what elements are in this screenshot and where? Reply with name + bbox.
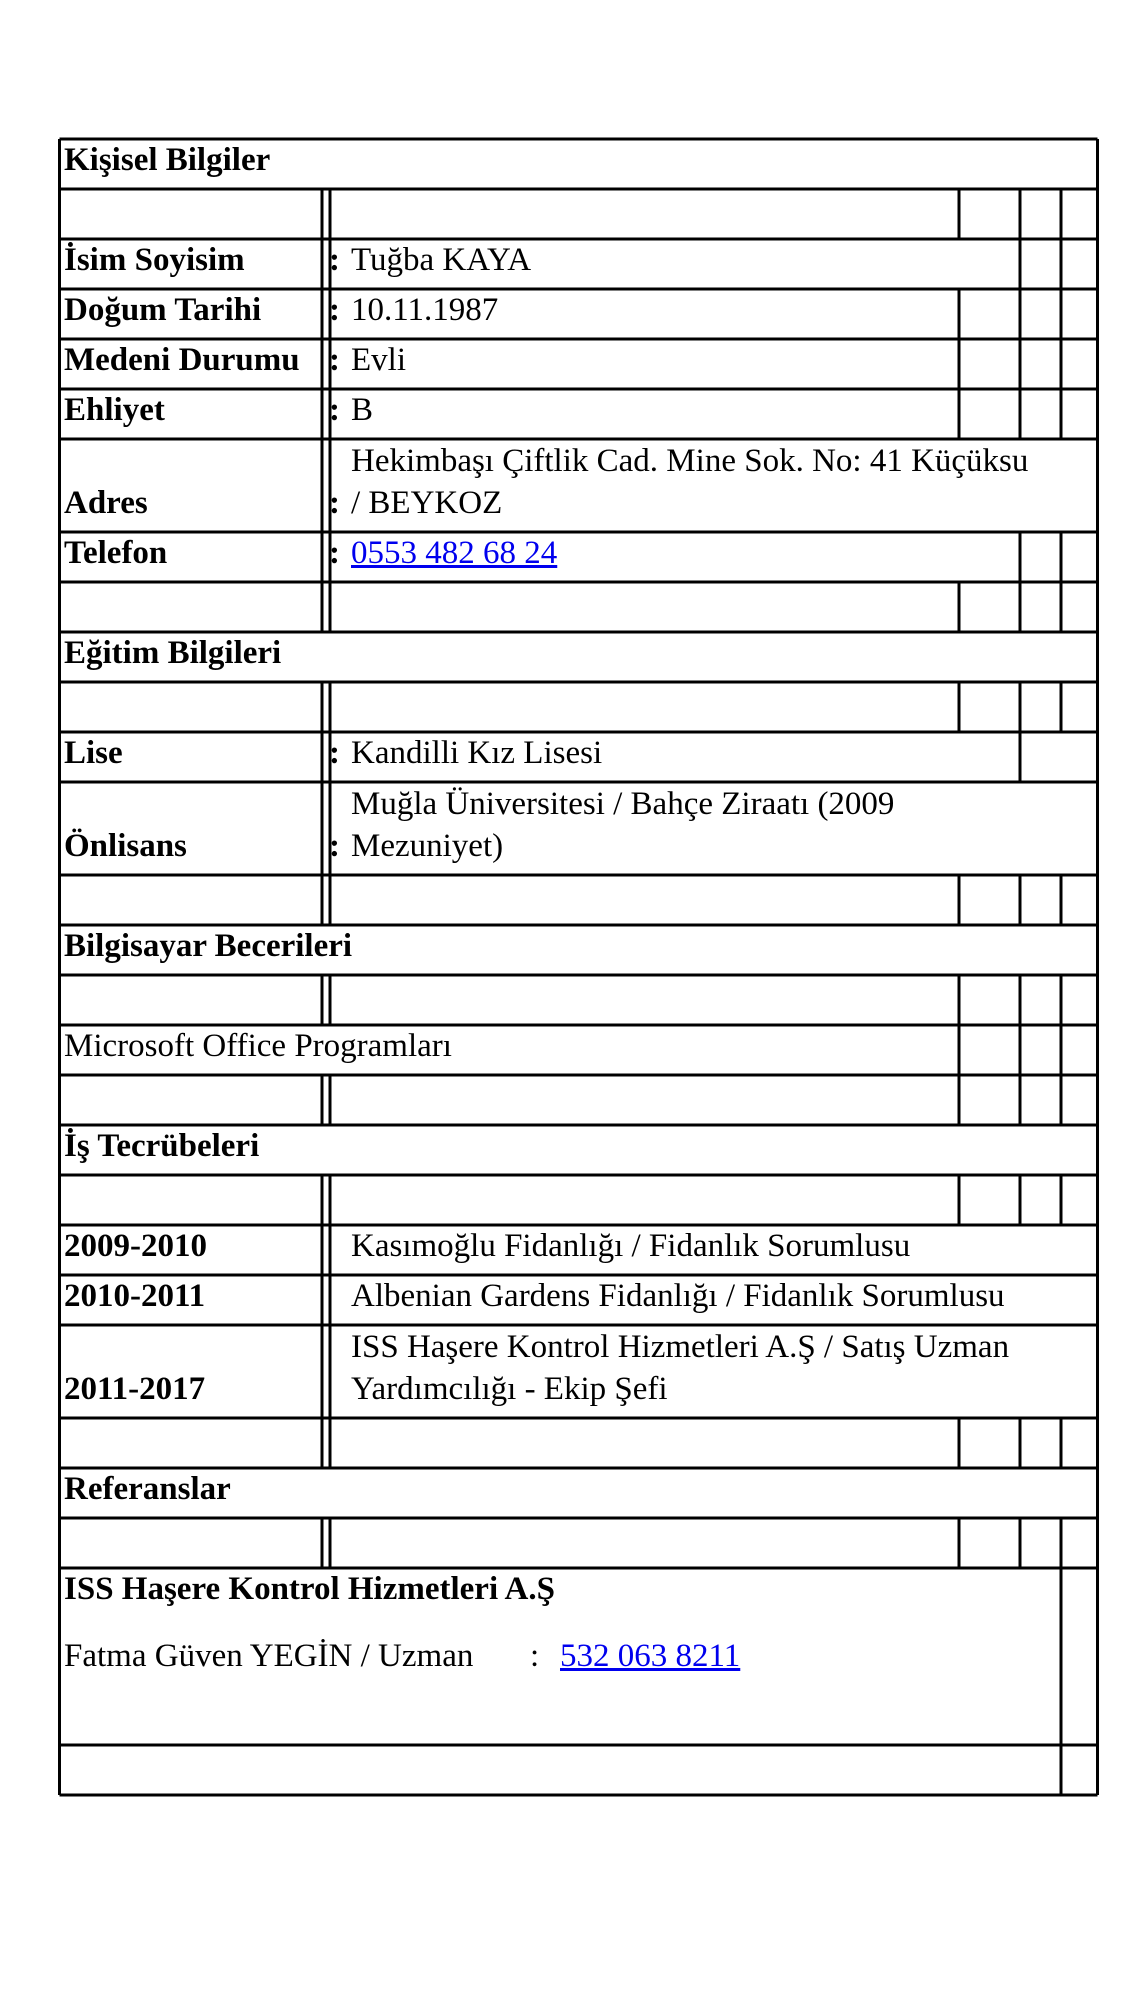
cv-document xyxy=(58,137,1099,1797)
colon: : xyxy=(329,535,340,571)
colon: : xyxy=(329,292,340,328)
value-license: B xyxy=(351,392,374,428)
label-address: Adres xyxy=(64,485,148,521)
colon: : xyxy=(329,242,340,278)
phone-link[interactable]: 0553 482 68 24 xyxy=(351,535,558,571)
experience-years: 2011-2017 xyxy=(64,1371,206,1407)
value-name: Tuğba KAYA xyxy=(351,242,532,278)
section-title-experience: İş Tecrübeleri xyxy=(64,1128,260,1164)
experience-years: 2009-2010 xyxy=(64,1228,207,1264)
experience-position: Albenian Gardens Fidanlığı / Fidanlık Sorumlusu xyxy=(351,1278,1005,1314)
reference-person: Fatma Güven YEGİN / Uzman xyxy=(64,1638,474,1674)
colon: : xyxy=(329,392,340,428)
experience-position: ISS Haşere Kontrol Hizmetleri A.Ş / Satış Uzman xyxy=(351,1329,1010,1365)
section-title-personal: Kişisel Bilgiler xyxy=(64,142,271,178)
label-name: İsim Soyisim xyxy=(64,242,245,278)
colon: : xyxy=(329,828,340,864)
table-grid xyxy=(58,137,1099,1797)
value-address-line-2: / BEYKOZ xyxy=(351,485,503,521)
reference-separator: : xyxy=(530,1638,540,1674)
value-associate-line-1: Muğla Üniversitesi / Bahçe Ziraatı (2009 xyxy=(351,786,895,822)
label-associate: Önlisans xyxy=(64,828,187,864)
value-address-line-1: Hekimbaşı Çiftlik Cad. Mine Sok. No: 41 Küçüksu xyxy=(351,443,1029,479)
label-birth-date: Doğum Tarihi xyxy=(64,292,262,328)
experience-position: Yardımcılığı - Ekip Şefi xyxy=(351,1371,668,1407)
label-license: Ehliyet xyxy=(64,392,165,428)
label-phone: Telefon xyxy=(64,535,168,571)
colon: : xyxy=(329,485,340,521)
value-highschool: Kandilli Kız Lisesi xyxy=(351,735,603,771)
reference-phone-link[interactable]: 532 063 8211 xyxy=(560,1638,741,1674)
experience-years: 2010-2011 xyxy=(64,1278,206,1314)
reference-company: ISS Haşere Kontrol Hizmetleri A.Ş xyxy=(64,1571,555,1607)
value-associate-line-2: Mezuniyet) xyxy=(351,828,504,864)
colon: : xyxy=(329,735,340,771)
label-highschool: Lise xyxy=(64,735,123,771)
section-title-computer-skills: Bilgisayar Becerileri xyxy=(64,928,353,964)
computer-skill: Microsoft Office Programları xyxy=(64,1028,452,1064)
section-title-references: Referanslar xyxy=(64,1471,231,1507)
experience-position: Kasımoğlu Fidanlığı / Fidanlık Sorumlusu xyxy=(351,1228,911,1264)
section-title-education: Eğitim Bilgileri xyxy=(64,635,282,671)
colon: : xyxy=(329,342,340,378)
value-birth-date: 10.11.1987 xyxy=(351,292,499,328)
label-marital-status: Medeni Durumu xyxy=(64,342,300,378)
value-marital-status: Evli xyxy=(351,342,406,378)
